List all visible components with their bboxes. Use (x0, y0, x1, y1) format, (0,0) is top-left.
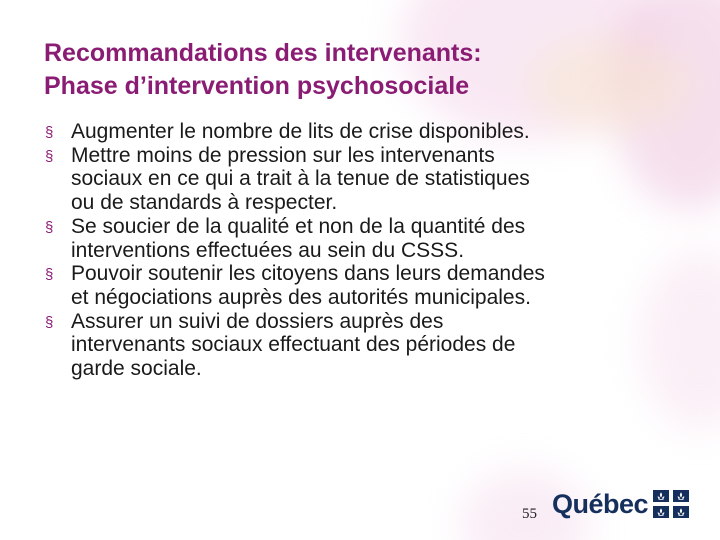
page-number: 55 (522, 506, 537, 522)
bullet-text-line: sociaux en ce qui a trait à la tenue de statistiques (71, 167, 530, 191)
bullet-marker-icon: § (45, 266, 54, 284)
slide-title-line: Phase d’intervention psychosociale (44, 72, 470, 100)
bullet-text-line: et négociations auprès des autorités municipales. (71, 285, 531, 309)
bullet-item (44, 310, 684, 381)
bullet-marker-icon: § (45, 147, 54, 165)
bullet-text-line: Pouvoir soutenir les citoyens dans leurs demandes (71, 262, 545, 286)
slide-title-line: Recommandations des intervenants: (44, 39, 482, 67)
bullet-marker-icon: § (45, 218, 54, 236)
slide-title (44, 37, 684, 103)
bullet-text-line: garde sociale. (71, 357, 202, 381)
bullet-marker-icon: § (45, 124, 54, 141)
bullet-item (44, 215, 684, 262)
bullet-text-line: Se soucier de la qualité et non de la quantité des (71, 214, 526, 238)
bullet-text-line: ou de standards à respecter. (71, 191, 338, 215)
bullet-item (44, 262, 684, 309)
bullet-text-line: Augmenter le nombre de lits de crise disponibles. (71, 120, 530, 143)
logo-wordmark: Québec (552, 489, 649, 519)
quebec-fleur-de-lis-flag-icon (653, 490, 689, 518)
bullet-list (44, 120, 684, 381)
bullet-text-line: intervenants sociaux effectuant des périodes de (71, 333, 516, 357)
quebec-logo (552, 488, 689, 520)
bullet-item (44, 144, 684, 215)
bullet-text-line: Assurer un suivi de dossiers auprès des (71, 309, 444, 333)
bullet-marker-icon: § (45, 313, 54, 331)
bullet-text-line: interventions effectuées au sein du CSSS. (71, 238, 465, 262)
bullet-text-line: Mettre moins de pression sur les intervenants (71, 143, 495, 167)
bullet-item (44, 120, 684, 144)
